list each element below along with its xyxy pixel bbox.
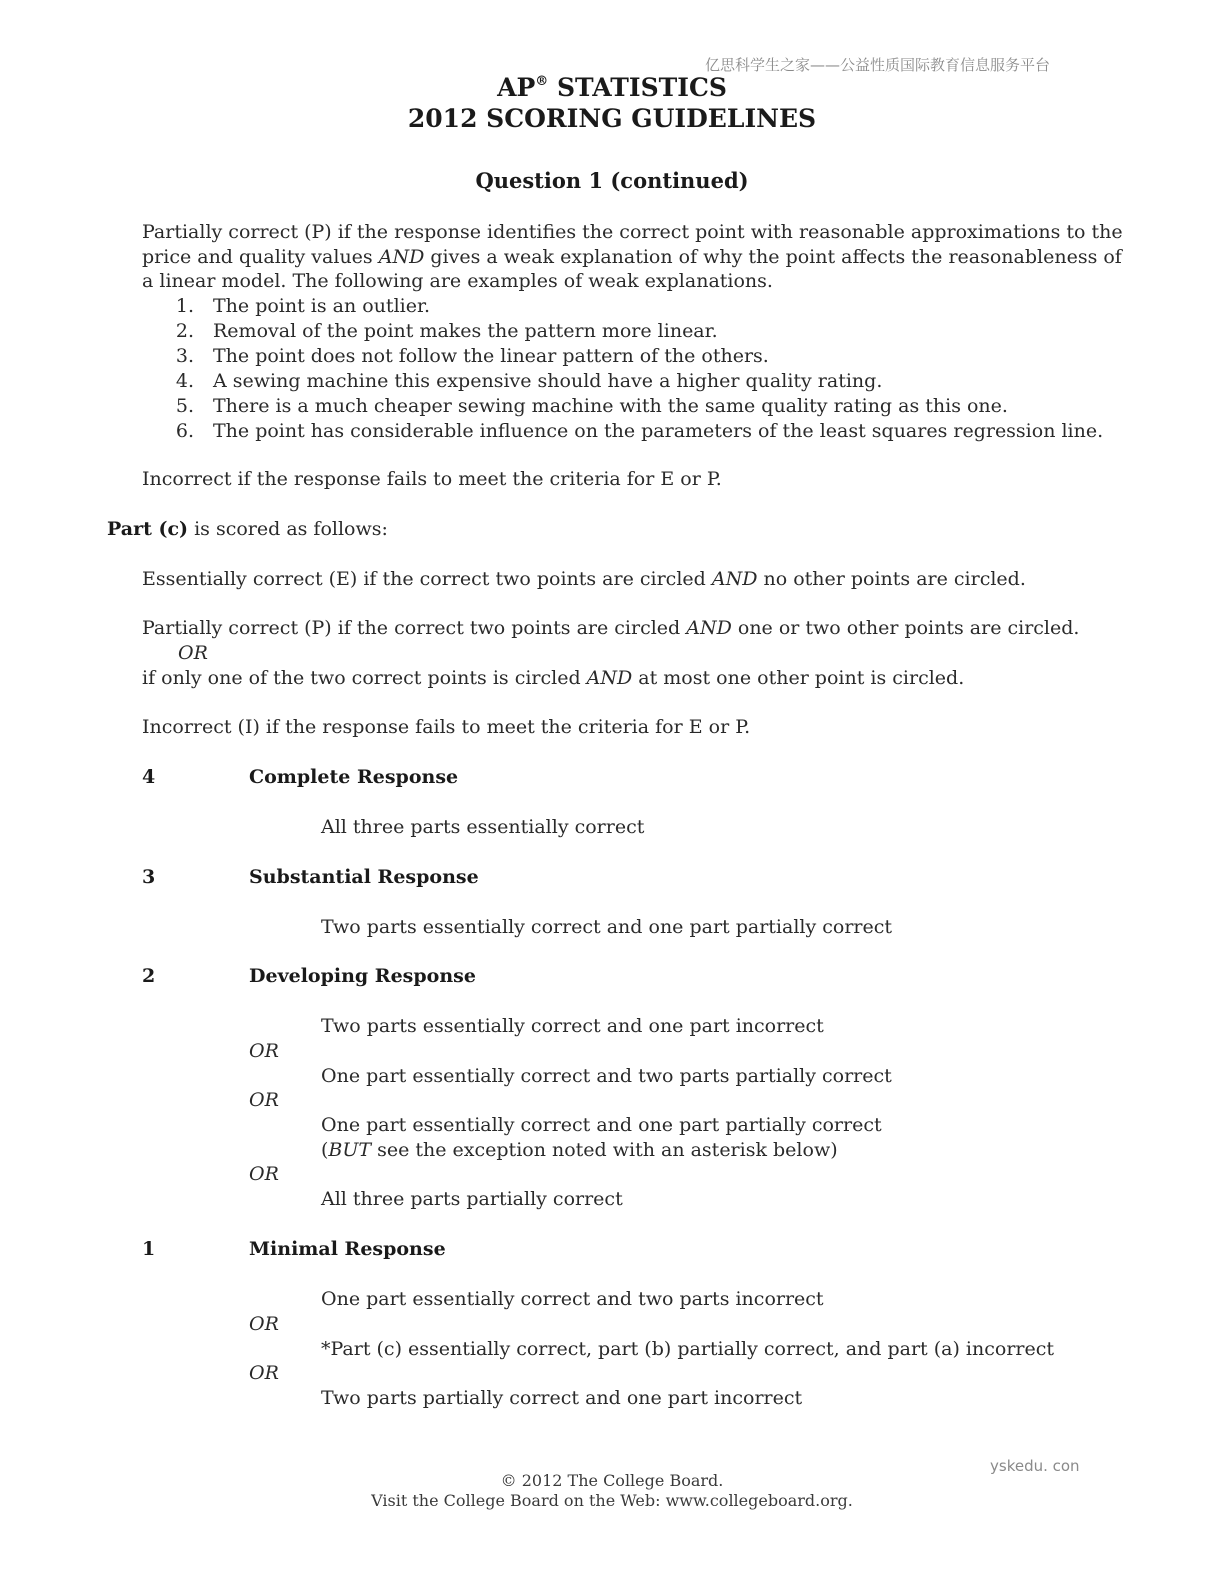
or-label: OR <box>249 1362 279 1384</box>
list-item <box>170 394 1008 419</box>
score-criterion: *Part (c) essentially correct, part (b) partially correct, and part (a) incorrect <box>321 1338 1055 1360</box>
list-item <box>170 319 718 344</box>
score-number: 2 <box>142 965 156 987</box>
list-text: The point does not follow the linear pattern of the others. <box>213 345 769 367</box>
part-c-p1-b: one or two other points are circled. <box>731 617 1080 639</box>
watermark-top: 亿思科学生之家——公益性质国际教育信息服务平台 <box>705 56 1051 74</box>
score-criterion-note <box>321 1138 838 1163</box>
score-criterion: One part essentially correct and two parts incorrect <box>321 1288 824 1310</box>
list-text: A sewing machine this expensive should have a higher quality rating. <box>213 370 883 392</box>
part-c-partial-2 <box>142 666 964 691</box>
score-criterion: Two parts partially correct and one part incorrect <box>321 1387 803 1409</box>
partial-b-line3: a linear model. The following are examples of weak explanations. <box>142 270 773 292</box>
list-number: 3. <box>175 345 194 367</box>
list-number: 1. <box>175 295 194 317</box>
score-title: Developing Response <box>249 965 476 987</box>
list-item <box>170 344 769 369</box>
part-c-e-a: Essentially correct (E) if the correct two points are circled <box>142 568 712 590</box>
or-label: OR <box>249 1040 279 1062</box>
list-text: Removal of the point makes the pattern more linear. <box>213 320 718 342</box>
and-emphasis: AND <box>586 667 633 689</box>
partial-b-line2-b: gives a weak explanation of why the point affects the reasonableness of <box>424 246 1122 268</box>
list-number: 4. <box>175 370 194 392</box>
and-emphasis: AND <box>378 246 425 268</box>
list-text: There is a much cheaper sewing machine with the same quality rating as this one. <box>213 395 1008 417</box>
doc-title <box>0 73 1224 102</box>
score-number: 1 <box>142 1238 156 1260</box>
score-title: Substantial Response <box>249 866 479 888</box>
score-number: 3 <box>142 866 156 888</box>
part-c-e-b: no other points are circled. <box>757 568 1026 590</box>
score-criterion: Two parts essentially correct and one part incorrect <box>321 1015 824 1037</box>
score-criterion: One part essentially correct and one part partially correct <box>321 1114 882 1136</box>
part-c-p2-a: if only one of the two correct points is circled <box>142 667 587 689</box>
title-ap: AP <box>497 73 536 102</box>
partial-b-line2-a: price and quality values <box>142 246 379 268</box>
doc-subtitle: 2012 SCORING GUIDELINES <box>407 104 817 133</box>
and-emphasis: AND <box>711 568 758 590</box>
or-label: OR <box>178 642 208 664</box>
list-text: The point has considerable influence on the parameters of the least squares regression line. <box>213 420 1104 442</box>
or-label: OR <box>249 1313 279 1335</box>
list-text: The point is an outlier. <box>213 295 430 317</box>
list-number: 2. <box>175 320 194 342</box>
part-c-p1-a: Partially correct (P) if the correct two points are circled <box>142 617 687 639</box>
score-title: Complete Response <box>249 766 459 788</box>
part-c-p2-b: at most one other point is circled. <box>632 667 965 689</box>
partial-b-line2 <box>142 245 1122 270</box>
part-c-intro: is scored as follows: <box>188 518 388 540</box>
or-label: OR <box>249 1089 279 1111</box>
list-item <box>170 294 430 319</box>
score-criterion: All three parts essentially correct <box>321 816 645 838</box>
part-c-partial-1 <box>142 616 1079 641</box>
watermark-bottom: yskedu. con <box>990 1457 1080 1475</box>
score-title: Minimal Response <box>249 1238 446 1260</box>
and-emphasis: AND <box>686 617 732 639</box>
part-c-heading <box>107 517 388 542</box>
but-emphasis: BUT <box>328 1139 372 1161</box>
list-number: 6. <box>175 420 194 442</box>
list-number: 5. <box>175 395 194 417</box>
list-item <box>170 369 882 394</box>
score-number: 4 <box>142 766 156 788</box>
part-c-essential <box>142 567 1026 592</box>
partial-b-line1: Partially correct (P) if the response identifies the correct point with reasonable approximations to the <box>142 221 1123 243</box>
score-criterion: Two parts essentially correct and one part partially correct <box>321 916 893 938</box>
title-statistics: STATISTICS <box>548 73 727 102</box>
incorrect-b: Incorrect if the response fails to meet the criteria for E or P. <box>142 468 722 490</box>
score-criterion: All three parts partially correct <box>321 1188 623 1210</box>
list-item <box>170 419 1103 444</box>
question-heading: Question 1 (continued) <box>475 168 749 193</box>
paren-open: ( <box>321 1139 329 1161</box>
score-criterion: One part essentially correct and two parts partially correct <box>321 1065 892 1087</box>
part-c-incorrect: Incorrect (I) if the response fails to meet the criteria for E or P. <box>142 716 751 738</box>
or-label: OR <box>249 1163 279 1185</box>
part-c-label: Part (c) <box>107 518 189 540</box>
footer-visit: Visit the College Board on the Web: www.collegeboard.org. <box>371 1491 853 1510</box>
registered-mark: ® <box>535 74 549 89</box>
note-rest: see the exception noted with an asterisk below) <box>371 1139 838 1161</box>
footer-copyright: © 2012 The College Board. <box>500 1471 724 1490</box>
